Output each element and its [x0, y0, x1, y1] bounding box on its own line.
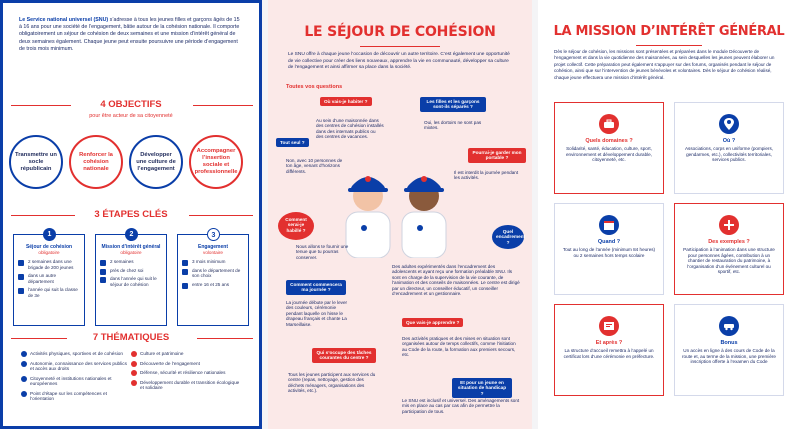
step-number: 3: [207, 228, 220, 241]
question-bubble: Qui s’occupe des tâches courantes du centre ?: [312, 348, 376, 363]
step-card-3: [177, 234, 249, 326]
card-text: Un accès en ligne à des cours de Code de la route et, au terme de la mission, une première inscription offerte à l’examen du Code: [682, 348, 776, 365]
objectives-title: 4 OBJECTIFS: [100, 99, 162, 110]
step-card-1: [13, 231, 85, 326]
question-bubble: Et pour un jeune en situation de handicap ?: [452, 378, 512, 398]
answer-text: Il est interdit la journée pendant les activités.: [454, 170, 519, 181]
mission-title: LA MISSION D’INTÉRÊT GÉNÉRAL: [553, 24, 785, 39]
card-text: La structure d’accueil remettra à l’appelé un certificat lors d’une cérémonie en préfecture.: [563, 348, 655, 359]
card-after: [554, 304, 664, 396]
title-underline: [636, 45, 702, 46]
card-title: Quels domaines ?: [585, 138, 633, 144]
question-bubble: Comment commencera ma journée ?: [286, 280, 346, 295]
snu-intro: [3, 3, 259, 53]
card-title: Et après ?: [595, 340, 623, 346]
card-title: Bonus: [720, 340, 738, 346]
objectives-subtitle: pour être acteur de sa citoyenneté: [89, 113, 173, 119]
location-pin-icon: [719, 114, 739, 134]
question-bubble: Où vais-je habiter ?: [320, 97, 372, 106]
mission-intro: Dès le séjour de cohésion, les missions sont présentées et préparées dans le module Découverte de l’engagement et dans la vie quotidienne des maisonnées, au sein desquelles les jeunes peuvent élaborer un projet collectif. Cette préparation peut également s’appuyer sur des forums, organisés pendant le séjour de cohésion, ainsi que sur l’intervention de jeunes bénévoles et volontaires. Dès le séjour de cohésion réalisé, chaque jeune effectuera une mission d’intérêt général.: [554, 49, 775, 80]
intro-text: s’adresse à tous les jeunes filles et garçons âgés de 15 à 16 ans pour une société de l’engagement, bâtie autour de la cohésion nationale. Il comporte obligatoirement un séjour de cohésion de deux semaines et une mission d’intérêt général de deux semaines également. Chaque jeune peut ensuite poursuivre une période d’engagement de trois mois minimum.: [19, 17, 240, 52]
step-item: dans un autre département: [18, 273, 80, 284]
question-bubble: Que vais-je apprendre ?: [402, 318, 463, 327]
card-text: Tout au long de l’année (minimum 84 heures) ou 2 semaines hors temps scolaire: [562, 247, 656, 258]
question-bubble: Les filles et les garçons sont-ils séparés ?: [420, 97, 486, 112]
step-item: l’année qui suit la classe de 3e: [18, 287, 80, 298]
car-icon: [719, 316, 739, 336]
answer-text: La journée débute par le lever des couleurs, cérémonie pendant laquelle on hisse le drapeau français et chante La Marseillaise.: [286, 300, 348, 327]
card-examples: [674, 203, 784, 295]
step-item: entre 16 et 25 ans: [182, 282, 244, 288]
illustration-young-people: [340, 148, 460, 258]
step-tag: volontaire: [203, 250, 223, 255]
objective-4: Accompagner l’insertion sociale et professionnelle: [189, 135, 243, 189]
theme-item: Citoyenneté et institutions nationales et européennes: [21, 376, 131, 387]
card-text: Participation à l’animation dans une structure pour personnes âgées, contribution à un chantier de restauration du patrimoine, à l’organisation d’un événement culturel ou sportif, etc.: [683, 247, 775, 275]
step-item: dans l’année qui suit le séjour de cohésion: [100, 276, 162, 287]
step-item: dans le département de son choix: [182, 268, 244, 279]
theme-item: Culture et patrimoine: [131, 351, 241, 357]
step-item: près de chez soi: [100, 268, 162, 274]
briefcase-icon: [599, 114, 619, 134]
card-text: Solidarité, santé, éducation, culture, sport, environnement et développement durable, citoyenneté, etc.: [565, 146, 653, 163]
theme-item: Développement durable et transition écologique et solidaire: [131, 380, 241, 391]
themes-column-left: [21, 351, 131, 406]
answer-text: Tous les jeunes participent aux services du centre (repas, nettoyage, gestion des déchets ménagers, organisations des activités, etc.).: [288, 372, 376, 394]
step-card-2: [95, 231, 167, 326]
answer-text: Le SNU est inclusif et universel. Des aménagements sont mis en place au cas par cas afin de permettre la participation de tous.: [402, 398, 520, 414]
question-bubble: Tout seul ?: [276, 138, 309, 147]
intro-lead: Le Service national universel (SNU): [19, 17, 109, 23]
step-number: 2: [125, 228, 138, 241]
title-underline: [360, 46, 440, 47]
questions-heading: Toutes vos questions: [286, 84, 343, 90]
theme-item: Défense, sécurité et résilience nationales: [131, 370, 241, 376]
answer-text: Au sein d’une maisonnée dans des centres de cohésion installés dans des internats publics ou des centres de vacances.: [316, 118, 384, 140]
step-item: 2 semaines: [100, 259, 162, 265]
answer-text: Des adultes expérimentés dans l’encadrement des adolescents et ayant reçu une formation préalable SNU. Ils sont en charge de la supervision de la vie courante, de l’animation et des conseils de maisonnées. Le centre est dirigé par un directeur, un conseiller éducatif, un conseiller d’encadrement et un gestionnaire.: [392, 264, 520, 297]
question-bubble: Pourrai-je garder mon portable ?: [468, 148, 526, 163]
card-title: Quand ?: [597, 239, 621, 245]
step-tag: obligatoire: [120, 250, 142, 255]
theme-item: Activités physiques, sportives et de cohésion: [21, 351, 131, 357]
objective-2: Renforcer la cohésion nationale: [69, 135, 123, 189]
snu-overview-panel: [0, 0, 262, 429]
card-where: [674, 102, 784, 194]
answer-text: Oui, les dortoirs ne sont pas mixtes.: [424, 120, 482, 131]
theme-item: Autonomie, connaissance des services publics et accès aux droits: [21, 361, 131, 372]
card-title: Où ?: [722, 138, 736, 144]
question-bubble: Comment serai-je habillé ?: [278, 212, 314, 240]
step-tag: obligatoire: [38, 250, 60, 255]
question-bubble: Quel encadrement ?: [492, 225, 524, 249]
steps-title: 3 ÉTAPES CLÉS: [94, 209, 168, 220]
objective-1: Transmettre un socle républicain: [9, 135, 63, 189]
step-title: Séjour de cohésion: [25, 244, 73, 250]
step-title: Mission d’intérêt général: [101, 244, 161, 250]
answer-text: Des activités pratiques et des mises en situation sont organisées autour de temps collectifs, comme l’initiation au Code de la route, la formation aux premiers secours, etc.: [402, 336, 516, 358]
card-text: Associations, corps en uniforme (pompiers, gendarmes, etc.), collectivités territoriales, services publics.: [684, 146, 774, 163]
answer-text: Nous allons te fournir une tenue que tu pourras conserver.: [296, 244, 349, 260]
card-when: [554, 203, 664, 295]
objective-3: Développer une culture de l’engagement: [129, 135, 183, 189]
certificate-icon: [599, 316, 619, 336]
step-number: 1: [43, 228, 56, 241]
card-bonus: [674, 304, 784, 396]
step-item: 2 semaines dans une brigade de 200 jeunes: [18, 259, 80, 270]
themes-column-right: [131, 351, 241, 395]
card-domains: [554, 102, 664, 194]
plus-icon: [719, 215, 739, 235]
calendar-icon: [599, 215, 619, 235]
general-interest-mission-panel: [538, 0, 800, 429]
theme-item: Point d’étape sur les compétences et l’orientation: [21, 391, 131, 402]
cohesion-intro: Le SNU offre à chaque jeune l’occasion de découvrir un autre territoire. C’est également une opportunité de vie collective pour créer des liens nouveaux, apprendre la vie en communauté, développer sa culture de l’engagement et ainsi affirmer sa place dans la société.: [288, 52, 510, 71]
themes-title: 7 THÉMATIQUES: [92, 332, 170, 343]
step-title: Engagement: [197, 244, 228, 250]
cohesion-stay-panel: [268, 0, 532, 429]
answer-text: Non, avec 10 personnes de ton âge, venant d’horizons différents.: [286, 158, 343, 174]
cohesion-title: LE SÉJOUR DE COHÉSION: [304, 24, 496, 40]
card-title: Des exemples ?: [708, 239, 750, 245]
step-item: 3 mois minimum: [182, 259, 244, 265]
theme-item: Découverte de l’engagement: [131, 361, 241, 367]
